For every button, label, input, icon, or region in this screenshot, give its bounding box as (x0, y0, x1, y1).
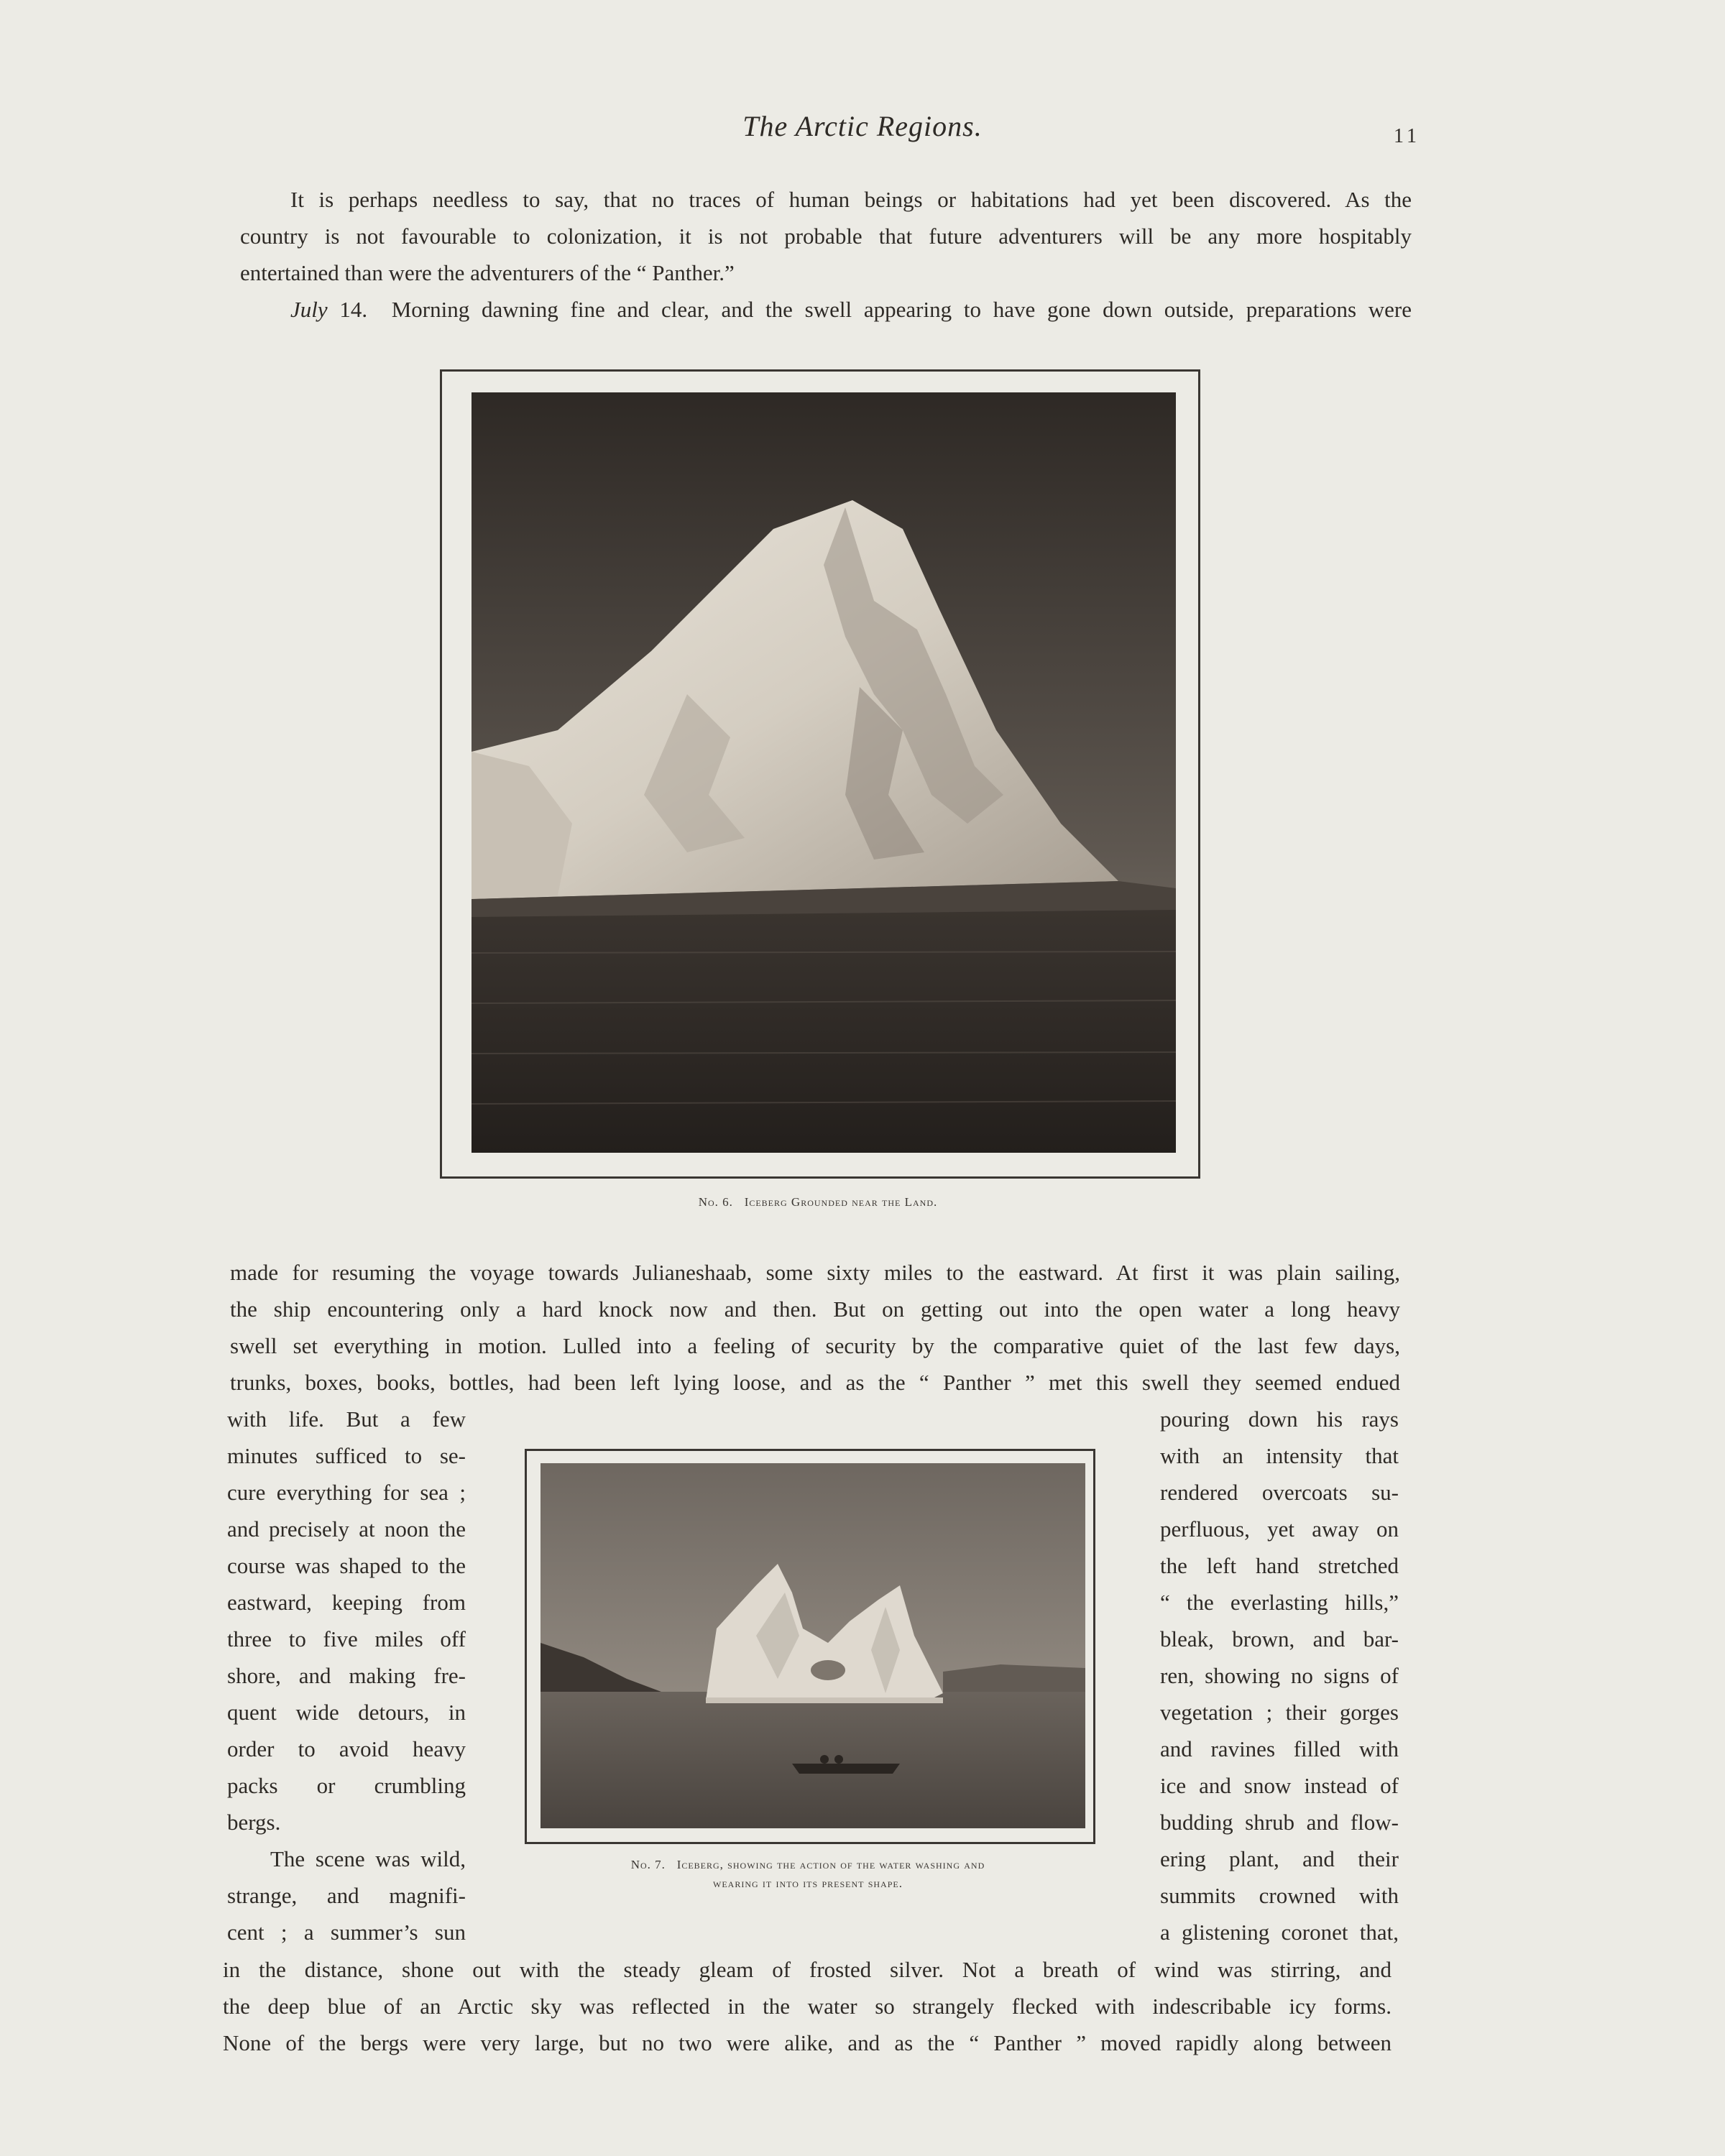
text-line: rendered overcoats su- (1160, 1480, 1399, 1505)
figure-7-number: No. 7. (630, 1858, 666, 1871)
text-line: in the distance, shone out with the steady gleam of frosted silver. Not a breath of wind was stirring, and (223, 1957, 1392, 1982)
text-line: shore, and making fre- (227, 1663, 466, 1688)
text-line: ren, showing no signs of (1160, 1663, 1399, 1688)
text-line: order to avoid heavy (227, 1736, 466, 1761)
text-line: strange, and magnifi- (227, 1883, 466, 1908)
text-line: ering plant, and their (1160, 1846, 1399, 1871)
running-title: The Arctic Regions. (742, 110, 983, 142)
text-line: “ the everlasting hills,” (1160, 1590, 1399, 1615)
closing-paragraph (223, 1951, 1392, 2061)
iceberg-arch-photo (540, 1463, 1085, 1828)
text-line: packs or crumbling (227, 1773, 466, 1798)
left-column (227, 1401, 466, 1950)
text-line: It is perhaps needless to say, that no traces of human beings or habitations had yet been discovered. As the (290, 187, 1412, 212)
text-line: country is not favourable to colonization, it is not probable that future adventurers will be any more hospitably (240, 224, 1412, 249)
figure-6-title: Iceberg Grounded near the Land. (744, 1195, 938, 1209)
text-line: three to five miles off (227, 1626, 466, 1651)
text-line: swell set everything in motion. Lulled into a feeling of security by the comparative quiet of the last few days, (230, 1333, 1400, 1358)
text-line: the left hand stretched (1160, 1553, 1399, 1578)
page-number: 11 (1394, 125, 1420, 147)
text-line: ice and snow instead of (1160, 1773, 1399, 1798)
text-line: quent wide detours, in (227, 1700, 466, 1725)
text-line: with an intensity that (1160, 1443, 1399, 1468)
text-line: budding shrub and flow- (1160, 1810, 1399, 1835)
figure-6-number: No. 6. (698, 1195, 733, 1209)
text-line: the ship encountering only a hard knock now and then. But on getting out into the open water a long heavy (230, 1296, 1400, 1322)
text-line: a glistening coronet that, (1160, 1920, 1399, 1945)
text-line: minutes sufficed to se- (227, 1443, 466, 1468)
text-line: perfluous, yet away on (1160, 1516, 1399, 1542)
text-line: course was shaped to the (227, 1553, 466, 1578)
date-line (240, 291, 1412, 328)
figure-7-caption (525, 1856, 1091, 1893)
text-line: summits crowned with (1160, 1883, 1399, 1908)
text-line: and precisely at noon the (227, 1516, 466, 1542)
right-column (1160, 1401, 1399, 1950)
text-line: bergs. (227, 1810, 281, 1835)
date-number: 14. (327, 297, 368, 322)
text-line: bleak, brown, and bar- (1160, 1626, 1399, 1651)
figure-7-title-line1: Iceberg, showing the action of the water washing and (676, 1858, 985, 1871)
text-line: and ravines filled with (1160, 1736, 1399, 1761)
date-label: July (290, 297, 328, 322)
text-line: pouring down his rays (1160, 1406, 1399, 1432)
text-line: cent ; a summer’s sun (227, 1920, 466, 1945)
text-line: entertained than were the adventurers of the “ Panther.” (240, 260, 735, 285)
text-line: None of the bergs were very large, but no two were alike, and as the “ Panther ” moved rapidly along between (223, 2030, 1392, 2055)
figure-6-caption (440, 1193, 1196, 1212)
intro-paragraph (240, 181, 1412, 328)
date-line-text: Morning dawning fine and clear, and the swell appearing to have gone down outside, preparations were (391, 297, 1412, 322)
figure-7-title-line2: wearing it into its present shape. (713, 1876, 903, 1890)
text-line: trunks, boxes, books, bottles, had been left lying loose, and as the “ Panther ” met this swell they seemed endued (230, 1370, 1400, 1395)
text-line: vegetation ; their gorges (1160, 1700, 1399, 1725)
text-line: made for resuming the voyage towards Julianeshaab, some sixty miles to the eastward. At first it was plain sailing, (230, 1260, 1400, 1285)
body-paragraph (230, 1254, 1400, 1401)
text-line: cure everything for sea ; (227, 1480, 466, 1505)
iceberg-grounded-photo (472, 392, 1176, 1153)
text-line: the deep blue of an Arctic sky was reflected in the water so strangely flecked with indescribable icy forms. (223, 1994, 1392, 2019)
text-line: The scene was wild, (270, 1846, 466, 1871)
text-line: with life. But a few (227, 1406, 466, 1432)
text-line: eastward, keeping from (227, 1590, 466, 1615)
